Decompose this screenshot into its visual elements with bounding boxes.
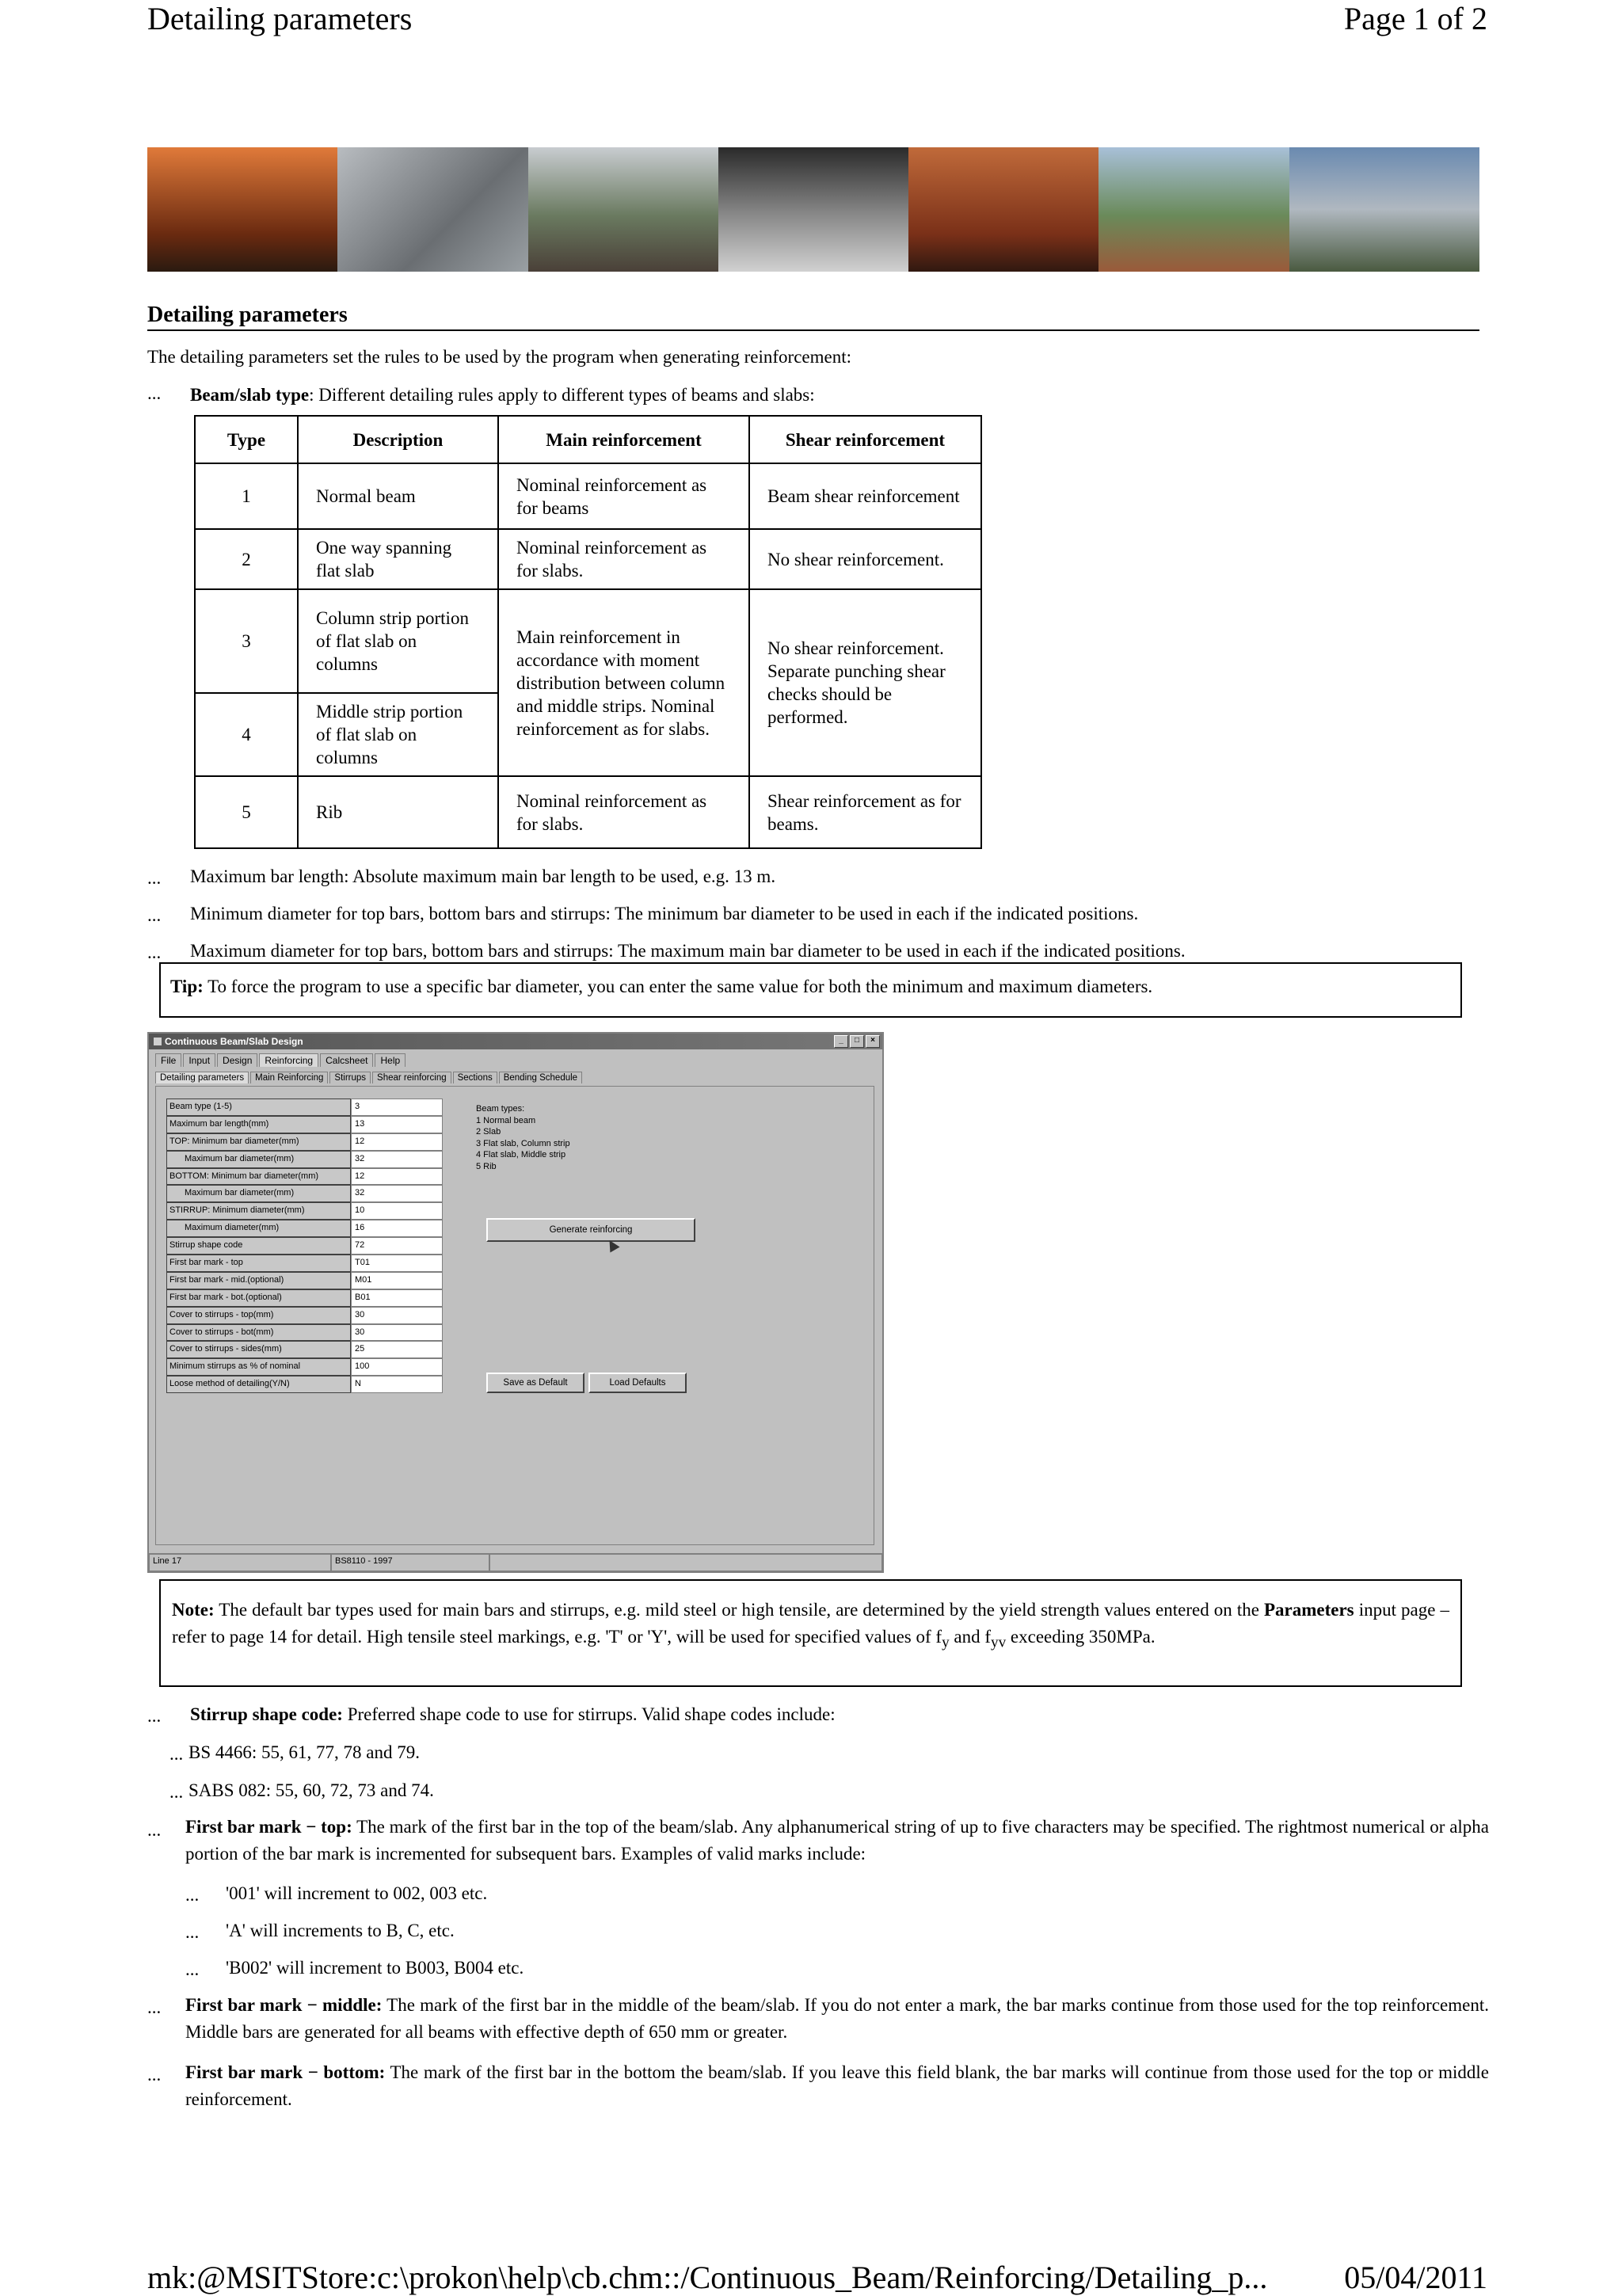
field-value-input[interactable]: 100 xyxy=(351,1358,443,1376)
bullet-marker: ... xyxy=(147,1997,162,2017)
page-number: Page 1 of 2 xyxy=(1343,1,1487,36)
table-row xyxy=(195,529,981,589)
table-row xyxy=(195,463,981,529)
table-header-row xyxy=(195,416,981,463)
status-line: Line 17 xyxy=(149,1554,331,1571)
grid-row xyxy=(166,1307,467,1324)
menu-file[interactable]: File xyxy=(155,1053,181,1067)
cell-description: One way spanning flat slab xyxy=(298,529,498,589)
cell-main: Main reinforcement in accordance with moment distribution between column and middle strips. Nominal reinforcement as for slabs. xyxy=(498,589,749,776)
legend-line: 4 Flat slab, Middle strip xyxy=(476,1150,566,1159)
bot-mark-label: First bar mark − bottom: xyxy=(185,2062,386,2082)
app-window xyxy=(147,1032,884,1573)
maximize-icon[interactable]: □ xyxy=(850,1035,864,1048)
field-label: First bar mark - mid.(optional) xyxy=(166,1272,351,1289)
field-label: Minimum stirrups as % of nominal xyxy=(166,1358,351,1376)
banner-image xyxy=(147,147,1479,272)
bullet-marker: ... xyxy=(147,868,162,888)
bullet-marker: ... xyxy=(147,383,162,403)
banner-panel xyxy=(718,147,908,272)
tab-sections[interactable]: Sections xyxy=(453,1072,497,1083)
example-a: 'A' will increments to B, C, etc. xyxy=(226,1921,455,1940)
window-title: Continuous Beam/Slab Design xyxy=(165,1036,303,1047)
save-as-default-button[interactable]: Save as Default xyxy=(486,1373,584,1393)
legend-line: Beam types: xyxy=(476,1104,525,1114)
top-mark-paragraph xyxy=(185,1814,1489,1868)
bot-mark-paragraph xyxy=(185,2059,1489,2113)
field-label: Cover to stirrups - sides(mm) xyxy=(166,1341,351,1358)
field-value-input[interactable]: 12 xyxy=(351,1133,443,1151)
note-label: Note: xyxy=(172,1600,215,1620)
cell-type: 1 xyxy=(195,463,298,529)
bullet-marker: ... xyxy=(147,2065,162,2085)
tab-main-reinforcing[interactable]: Main Reinforcing xyxy=(250,1072,328,1083)
field-value-input[interactable]: 32 xyxy=(351,1185,443,1202)
top-mark-label: First bar mark − top: xyxy=(185,1817,352,1837)
field-label: Loose method of detailing(Y/N) xyxy=(166,1376,351,1393)
note-text-3: exceeding 350MPa. xyxy=(1006,1627,1156,1647)
status-code: BS8110 - 1997 xyxy=(331,1554,489,1571)
field-value-input[interactable]: B01 xyxy=(351,1289,443,1307)
field-value-input[interactable]: 10 xyxy=(351,1202,443,1220)
note-box xyxy=(159,1579,1462,1687)
cell-description: Normal beam xyxy=(298,463,498,529)
example-b002: 'B002' will increment to B003, B004 etc. xyxy=(226,1958,524,1978)
bot-mark-text: The mark of the first bar in the bottom the beam/slab. If you leave this field blank, the bar marks will continue from those used for the top or middle reinforcement. xyxy=(185,2062,1489,2109)
field-label: STIRRUP: Minimum diameter(mm) xyxy=(166,1202,351,1220)
menu-calcsheet[interactable]: Calcsheet xyxy=(320,1053,373,1067)
cell-shear: Beam shear reinforcement xyxy=(749,463,981,529)
field-value-input[interactable]: T01 xyxy=(351,1255,443,1272)
mid-mark-paragraph xyxy=(185,1992,1489,2046)
col-header-type: Type xyxy=(195,416,298,463)
grid-row xyxy=(166,1341,467,1358)
grid-row xyxy=(166,1220,467,1237)
menu-help[interactable]: Help xyxy=(375,1053,406,1067)
generate-reinforcing-button[interactable]: Generate reinforcing xyxy=(486,1218,695,1242)
beam-type-table xyxy=(194,415,982,849)
section-title: Detailing parameters xyxy=(147,303,1479,331)
note-text-2: input page – refer to page 14 for detail. High tensile steel markings, e.g. 'T' or 'Y', will be used for specified values of f xyxy=(172,1600,1449,1647)
stirrup-paragraph xyxy=(190,1701,836,1728)
field-label: Maximum bar length(mm) xyxy=(166,1116,351,1133)
note-bold: Parameters xyxy=(1263,1600,1354,1620)
grid-row xyxy=(166,1376,467,1393)
bullet-marker: ... xyxy=(185,1885,200,1905)
banner-panel xyxy=(147,147,337,272)
bullet-marker: ... xyxy=(169,1744,184,1764)
field-value-input[interactable]: 72 xyxy=(351,1237,443,1255)
field-value-input[interactable]: N xyxy=(351,1376,443,1393)
field-label: Maximum bar diameter(mm) xyxy=(166,1185,351,1202)
menu-bar xyxy=(149,1049,882,1067)
legend-line: 5 Rib xyxy=(476,1161,497,1171)
menu-design[interactable]: Design xyxy=(217,1053,257,1067)
footer-date: 05/04/2011 xyxy=(1344,2260,1487,2295)
note-text-1: The default bar types used for main bars and stirrups, e.g. mild steel or high tensile, are determined by the yield strength values entered on the xyxy=(214,1600,1264,1620)
top-mark-text: The mark of the first bar in the top of the beam/slab. Any alphanumerical string of up to five characters may be specified. The rightmost numerical or alpha portion of the bar mark is incremented for subsequent bars. Examples of valid marks include: xyxy=(185,1817,1489,1864)
tab-detailing-parameters[interactable]: Detailing parameters xyxy=(155,1072,249,1083)
col-header-shear: Shear reinforcement xyxy=(749,416,981,463)
field-value-input[interactable]: 13 xyxy=(351,1116,443,1133)
field-label: Stirrup shape code xyxy=(166,1237,351,1255)
tab-bending-schedule[interactable]: Bending Schedule xyxy=(499,1072,582,1083)
mid-mark-text: The mark of the first bar in the middle of the beam/slab. If you do not enter a mark, the bar marks continue from those used for the top reinforcement. Middle bars are generated for all beams with effective depth of 650 mm or greater. xyxy=(185,1995,1489,2042)
field-label: First bar mark - bot.(optional) xyxy=(166,1289,351,1307)
beam-types-legend xyxy=(476,1103,570,1172)
cell-type: 3 xyxy=(195,589,298,693)
field-label: BOTTOM: Minimum bar diameter(mm) xyxy=(166,1168,351,1186)
field-label: First bar mark - top xyxy=(166,1255,351,1272)
field-value-input[interactable]: 32 xyxy=(351,1151,443,1168)
banner-panel xyxy=(1289,147,1479,272)
intro-text: The detailing parameters set the rules to be used by the program when generating reinforcement: xyxy=(147,347,852,367)
grid-row xyxy=(166,1168,467,1186)
legend-line: 3 Flat slab, Column strip xyxy=(476,1138,570,1148)
cell-shear: Shear reinforcement as for beams. xyxy=(749,776,981,848)
code-sabs082: SABS 082: 55, 60, 72, 73 and 74. xyxy=(188,1780,434,1800)
beam-type-label: Beam/slab type xyxy=(190,385,310,405)
bullet-marker: ... xyxy=(147,1820,162,1840)
grid-row xyxy=(166,1358,467,1376)
cell-description: Column strip portion of flat slab on columns xyxy=(298,589,498,693)
example-001: '001' will increment to 002, 003 etc. xyxy=(226,1883,488,1903)
mid-mark-label: First bar mark − middle: xyxy=(185,1995,383,2015)
bullet-marker: ... xyxy=(185,1959,200,1979)
menu-reinforcing[interactable]: Reinforcing xyxy=(259,1053,318,1067)
load-defaults-button[interactable]: Load Defaults xyxy=(588,1373,687,1393)
cell-type: 4 xyxy=(195,693,298,776)
cell-type: 2 xyxy=(195,529,298,589)
bullet-min-diameter: Minimum diameter for top bars, bottom bars and stirrups: The minimum bar diameter to be used in each if the indicated positions. xyxy=(190,904,1139,923)
banner-panel xyxy=(337,147,527,272)
grid-row xyxy=(166,1289,467,1307)
parameter-grid xyxy=(166,1099,467,1393)
bullet-marker: ... xyxy=(147,1706,162,1726)
field-value-input[interactable]: 30 xyxy=(351,1324,443,1342)
cell-description: Rib xyxy=(298,776,498,848)
legend-line: 2 Slab xyxy=(476,1127,501,1137)
menu-input[interactable]: Input xyxy=(183,1053,215,1067)
field-value-input[interactable]: 3 xyxy=(351,1099,443,1116)
tip-text: To force the program to use a specific bar diameter, you can enter the same value for both the minimum and maximum diameters. xyxy=(203,977,1153,996)
bullet-max-bar-length: Maximum bar length: Absolute maximum main bar length to be used, e.g. 13 m. xyxy=(190,866,776,886)
col-header-description: Description xyxy=(298,416,498,463)
code-bs4466: BS 4466: 55, 61, 77, 78 and 79. xyxy=(188,1742,420,1762)
tab-shear-reinforcing[interactable]: Shear reinforcing xyxy=(372,1072,451,1083)
cell-main: Nominal reinforcement as for slabs. xyxy=(498,529,749,589)
cell-description: Middle strip portion of flat slab on columns xyxy=(298,693,498,776)
status-empty xyxy=(489,1554,882,1571)
tip-label: Tip: xyxy=(170,977,204,996)
page-header-title: Detailing parameters xyxy=(147,1,413,36)
cell-type: 5 xyxy=(195,776,298,848)
field-label: TOP: Minimum bar diameter(mm) xyxy=(166,1133,351,1151)
bullet-marker: ... xyxy=(147,905,162,925)
grid-row xyxy=(166,1237,467,1255)
cell-shear: No shear reinforcement. Separate punching shear checks should be performed. xyxy=(749,589,981,776)
banner-panel xyxy=(1098,147,1289,272)
cell-main: Nominal reinforcement as for beams xyxy=(498,463,749,529)
beam-type-paragraph xyxy=(190,382,815,409)
stirrup-text: Preferred shape code to use for stirrups. Valid shape codes include: xyxy=(342,1704,836,1724)
cell-main: Nominal reinforcement as for slabs. xyxy=(498,776,749,848)
note-and: and f xyxy=(949,1627,992,1647)
app-icon xyxy=(154,1038,162,1045)
col-header-main: Main reinforcement xyxy=(498,416,749,463)
bullet-marker: ... xyxy=(169,1782,184,1802)
grid-row xyxy=(166,1272,467,1289)
grid-row xyxy=(166,1116,467,1133)
note-sub-y: y xyxy=(942,1634,950,1651)
field-label: Cover to stirrups - top(mm) xyxy=(166,1307,351,1324)
field-value-input[interactable]: 12 xyxy=(351,1168,443,1186)
field-value-input[interactable]: M01 xyxy=(351,1272,443,1289)
table-row xyxy=(195,589,981,693)
tab-stirrups[interactable]: Stirrups xyxy=(329,1072,371,1083)
field-value-input[interactable]: 25 xyxy=(351,1341,443,1358)
field-value-input[interactable]: 30 xyxy=(351,1307,443,1324)
beam-type-text: : Different detailing rules apply to different types of beams and slabs: xyxy=(309,385,815,405)
tip-box xyxy=(159,962,1462,1018)
field-label: Maximum diameter(mm) xyxy=(166,1220,351,1237)
grid-row xyxy=(166,1185,467,1202)
field-value-input[interactable]: 16 xyxy=(351,1220,443,1237)
close-icon[interactable]: × xyxy=(866,1035,880,1048)
banner-panel xyxy=(908,147,1098,272)
bullet-max-diameter: Maximum diameter for top bars, bottom bars and stirrups: The maximum main bar diameter to be used in each if the indicated positions. xyxy=(190,941,1186,961)
grid-row xyxy=(166,1324,467,1342)
field-label: Beam type (1-5) xyxy=(166,1099,351,1116)
grid-row xyxy=(166,1151,467,1168)
grid-row xyxy=(166,1202,467,1220)
minimize-icon[interactable]: _ xyxy=(834,1035,848,1048)
grid-row xyxy=(166,1255,467,1272)
status-bar xyxy=(149,1553,882,1571)
bullet-marker: ... xyxy=(147,942,162,962)
table-row xyxy=(195,776,981,848)
footer-url: mk:@MSITStore:c:\prokon\help\cb.chm::/Continuous_Beam/Reinforcing/Detailing_p... xyxy=(147,2260,1268,2295)
legend-line: 1 Normal beam xyxy=(476,1115,536,1125)
window-titlebar xyxy=(149,1034,882,1049)
banner-panel xyxy=(528,147,718,272)
bullet-marker: ... xyxy=(185,1922,200,1942)
grid-row xyxy=(166,1133,467,1151)
stirrup-label: Stirrup shape code: xyxy=(190,1704,343,1724)
grid-row xyxy=(166,1099,467,1116)
field-label: Maximum bar diameter(mm) xyxy=(166,1151,351,1168)
cell-shear: No shear reinforcement. xyxy=(749,529,981,589)
sub-tab-bar xyxy=(155,1072,582,1083)
field-label: Cover to stirrups - bot(mm) xyxy=(166,1324,351,1342)
note-sub-yv: yv xyxy=(991,1634,1007,1651)
